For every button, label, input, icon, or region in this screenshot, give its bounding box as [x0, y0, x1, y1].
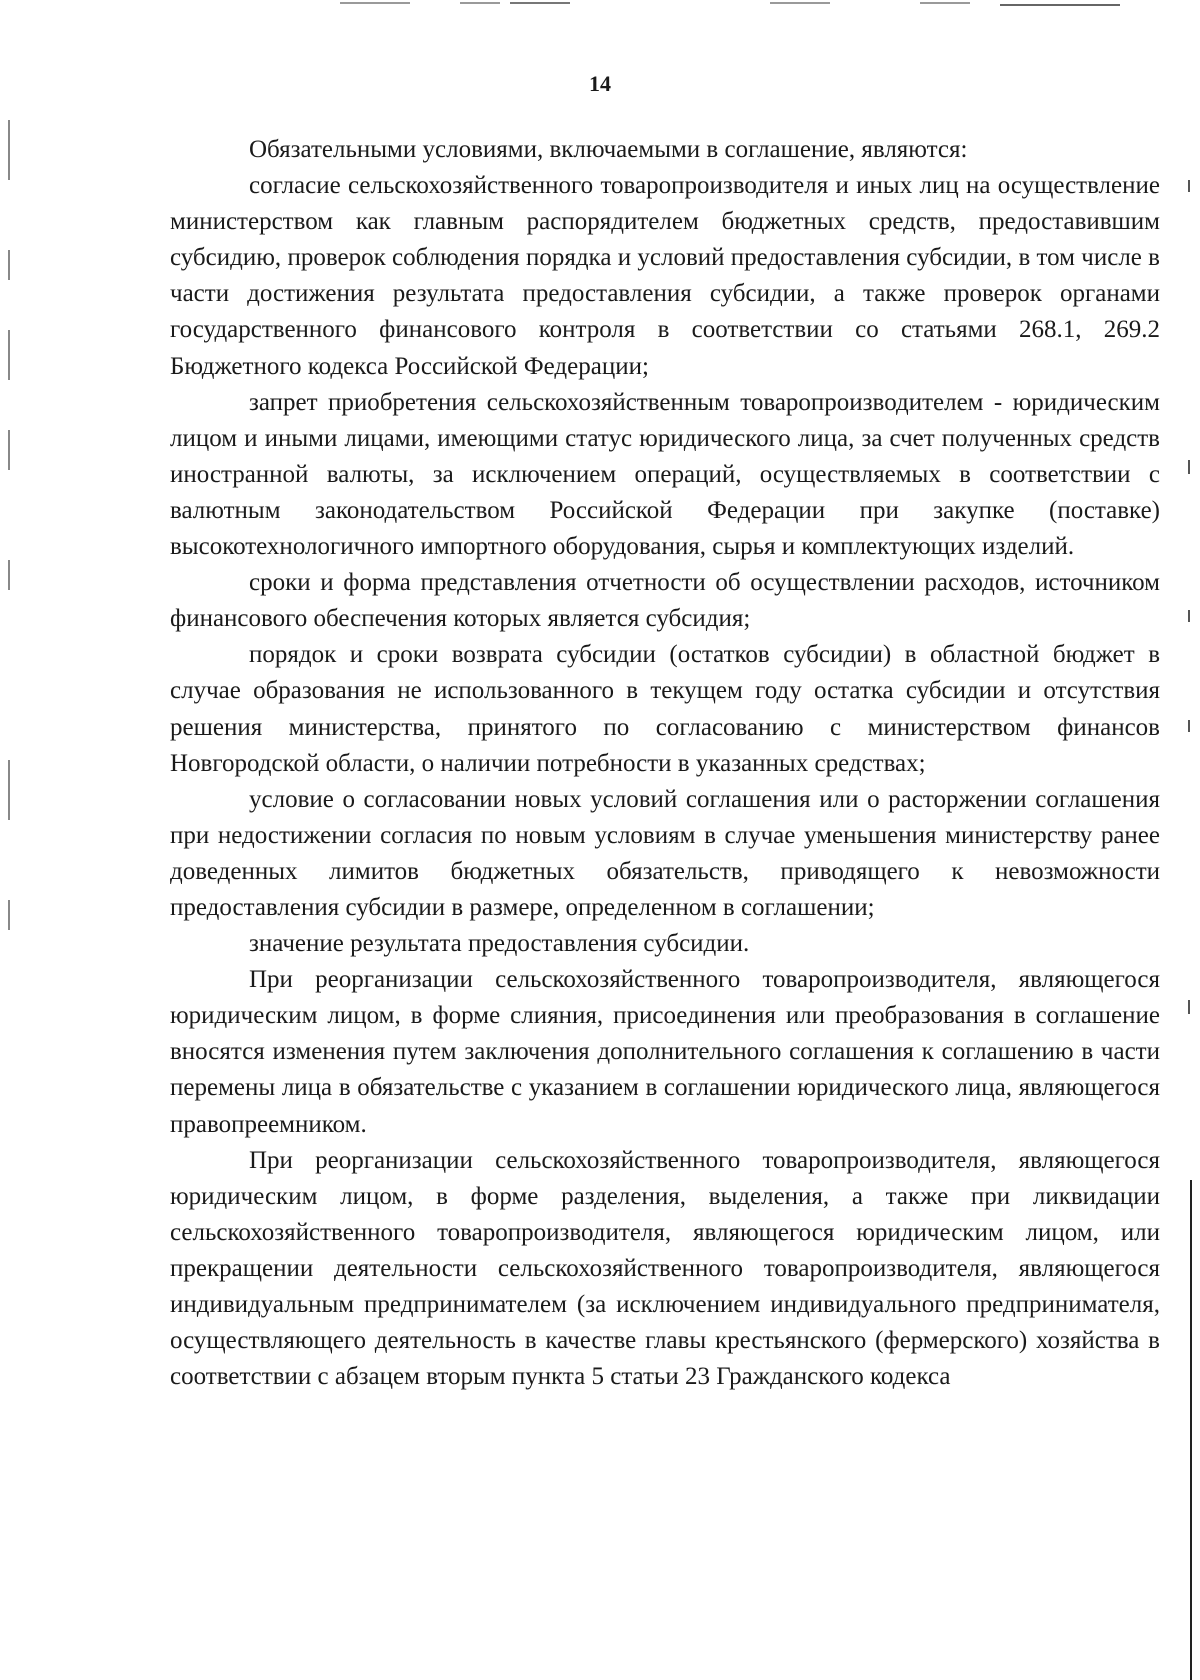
paragraph: запрет приобретения сельскохозяйственным товаропроизводителем - юридическим лицом и иными лицами, имеющими статус юридического лица, за счет полученных средств иностранной валюты, за исключением операций, осуществляемых в соответствии с валютным законодательством Российской Федерации при закупке (поставке) высокотехнологичного импортного оборудования, сырья и комплектующих изделий. [170, 388, 1160, 561]
page-number: 14 [589, 71, 611, 96]
scan-artifact-top [300, 0, 1120, 12]
paragraph: При реорганизации сельскохозяйственного товаропроизводителя, являющегося юридическим лицом, в форме слияния, присоединения или преобразования в соглашение вносятся изменения путем заключения дополнительного соглашения к соглашению в части перемены лица в обязательстве с указанием в соглашении юридического лица, являющегося правопреемником. [170, 966, 1160, 1138]
scan-artifact-right [1170, 0, 1200, 1680]
scan-artifact-left [0, 0, 30, 1680]
paragraph: согласие сельскохозяйственного товаропроизводителя и иных лиц на осуществление министерством как главным распорядителем бюджетных средств, предоставившим субсидию, проверок соблюдения порядка и условий предоставления субсидии, в том числе в части достижения результата предоставления субсидии, а также проверок органами государственного финансового контроля в соответствии со статьями 268.1, 269.2 Бюджетного кодекса Российской Федерации; [170, 172, 1160, 380]
paragraph: Обязательными условиями, включаемыми в соглашение, являются: [249, 136, 968, 163]
paragraph: порядок и сроки возврата субсидии (остатков субсидии) в областной бюджет в случае образования не использованного в текущем году остатка субсидии и отсутствия решения министерства, принятого по согласованию с министерством финансов Новгородской области, о наличии потребности в указанных средствах; [170, 641, 1160, 777]
document-body [170, 132, 1160, 1395]
paragraph: условие о согласовании новых условий соглашения или о расторжении соглашения при недостижении согласия по новым условиям в случае уменьшения министерству ранее доведенных лимитов бюджетных обязательств, приводящего к невозможности предоставления субсидии в размере, определенном в соглашении; [170, 785, 1160, 921]
paragraph: значение результата предоставления субсидии. [249, 930, 750, 958]
paragraph: При реорганизации сельскохозяйственного товаропроизводителя, являющегося юридическим лицом, в форме разделения, выделения, а также при ликвидации сельскохозяйственного товаропроизводителя, являющегося юридическим лицом, или прекращении деятельности сельскохозяйственного товаропроизводителя, являющегося индивидуальным предпринимателем (за исключением индивидуального предпринимателя, осуществляющего деятельность в качестве главы крестьянского (фермерского) хозяйства в соответствии с абзацем вторым пункта 5 статьи 23 Гражданского кодекса [170, 1146, 1160, 1391]
paragraph: сроки и форма представления отчетности об осуществлении расходов, источником финансового обеспечения которых является субсидия; [170, 569, 1160, 633]
